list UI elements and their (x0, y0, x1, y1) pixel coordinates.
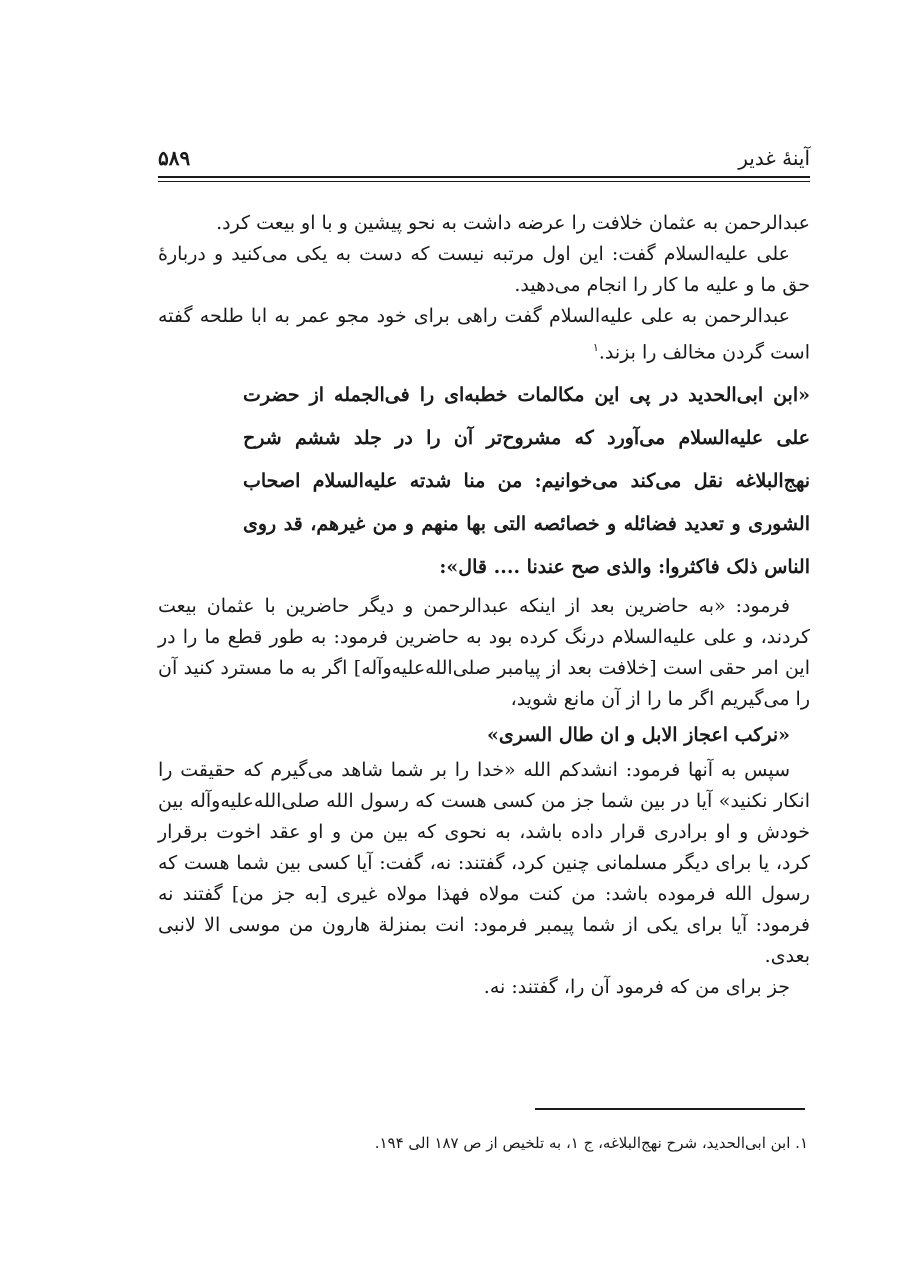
header-rule (158, 176, 810, 178)
paragraph-6: جز برای من که فرمود آن را، گفتند: نه. (483, 976, 790, 999)
paragraph-4: فرمود: «به حاضرین بعد از اینکه عبدالرحمن و دیگر حاضرین با عثمان بیعت کردند، و علی علیه‌السلام درنگ کرده بود به حاضرین فرمود: به طور قطع ما را در این امر حقی است [خلافت بعد از پیامبر صلی‌الله‌علیه‌وآله] اگر به ما مسترد کنید آن را می‌گیریم اگر ما را از آن مانع شوید، (158, 595, 810, 711)
paragraph-3 (158, 301, 810, 368)
verse-line: «نرکب اعجاز الابل و ان طال السری» (486, 724, 790, 747)
page-header (158, 146, 810, 176)
paragraph-5: سپس به آنها فرمود: انشدکم الله «خدا را بر شما شاهد می‌گیرم که حقیقت را انکار نکنید» آیا در بین شما جز من کسی هست که رسول الله صلی‌الله‌علیه‌وآله بین خودش و او برادری قرار داده باشد، به نحوی که بین من و او عقد اخوت برقرار کرد، یا برای دیگر مسلمانی چنین کرد، گفتند: نه، گفت: آیا کسی بین شما هست که رسول الله فرموده باشد: من کنت مولاه فهذا مولاه غیری [به جز من] گفتند نه فرمود: آیا برای یکی از شما پیمبر فرمود: انت بمنزلة هارون من موسی الا لانبی بعدی. (158, 759, 810, 968)
paragraph-1: عبدالرحمن به عثمان خلافت را عرضه داشت به نحو پیشین و با او بیعت کرد. (216, 212, 810, 234)
footnote: ۱. ابن ابی‌الحدید، شرح نهج‌البلاغه، ج ۱، به تلخیص از ص ۱۸۷ الی ۱۹۴. (374, 1134, 808, 1152)
paragraph-2: علی علیه‌السلام گفت: این اول مرتبه نیست که دست به یکی می‌کنید و دربارهٔ حق ما و علیه ما کار را انجام می‌دهید. (158, 243, 810, 296)
footnote-marker[interactable]: ۱ (592, 341, 599, 354)
page-number: ۵۸۹ (158, 146, 191, 170)
running-title: آینهٔ غدیر (738, 146, 810, 170)
main-text (158, 208, 810, 1003)
paragraph-3-text: عبدالرحمن به علی علیه‌السلام گفت راهی برای خود مجو عمر به ابا طلحه گفته است گردن مخالف را بزند. (158, 305, 810, 364)
header-rule-thin (158, 181, 810, 182)
quote-block: «ابن ابی‌الحدید در پی این مکالمات خطبه‌ای را فی‌الجمله از حضرت علی علیه‌السلام می‌آورد که مشروح‌تر آن را در جلد ششم شرح نهج‌البلاغه نقل می‌کند می‌خوانیم: من منا شدته علیه‌السلام اصحاب الشوری و تعدید فضائله و خصائصه التی بها منهم و من غیرهم، قد روی الناس ذلک فاکثروا: والذی صح عندنا .... قال»: (243, 384, 810, 579)
footnote-separator (535, 1108, 805, 1110)
